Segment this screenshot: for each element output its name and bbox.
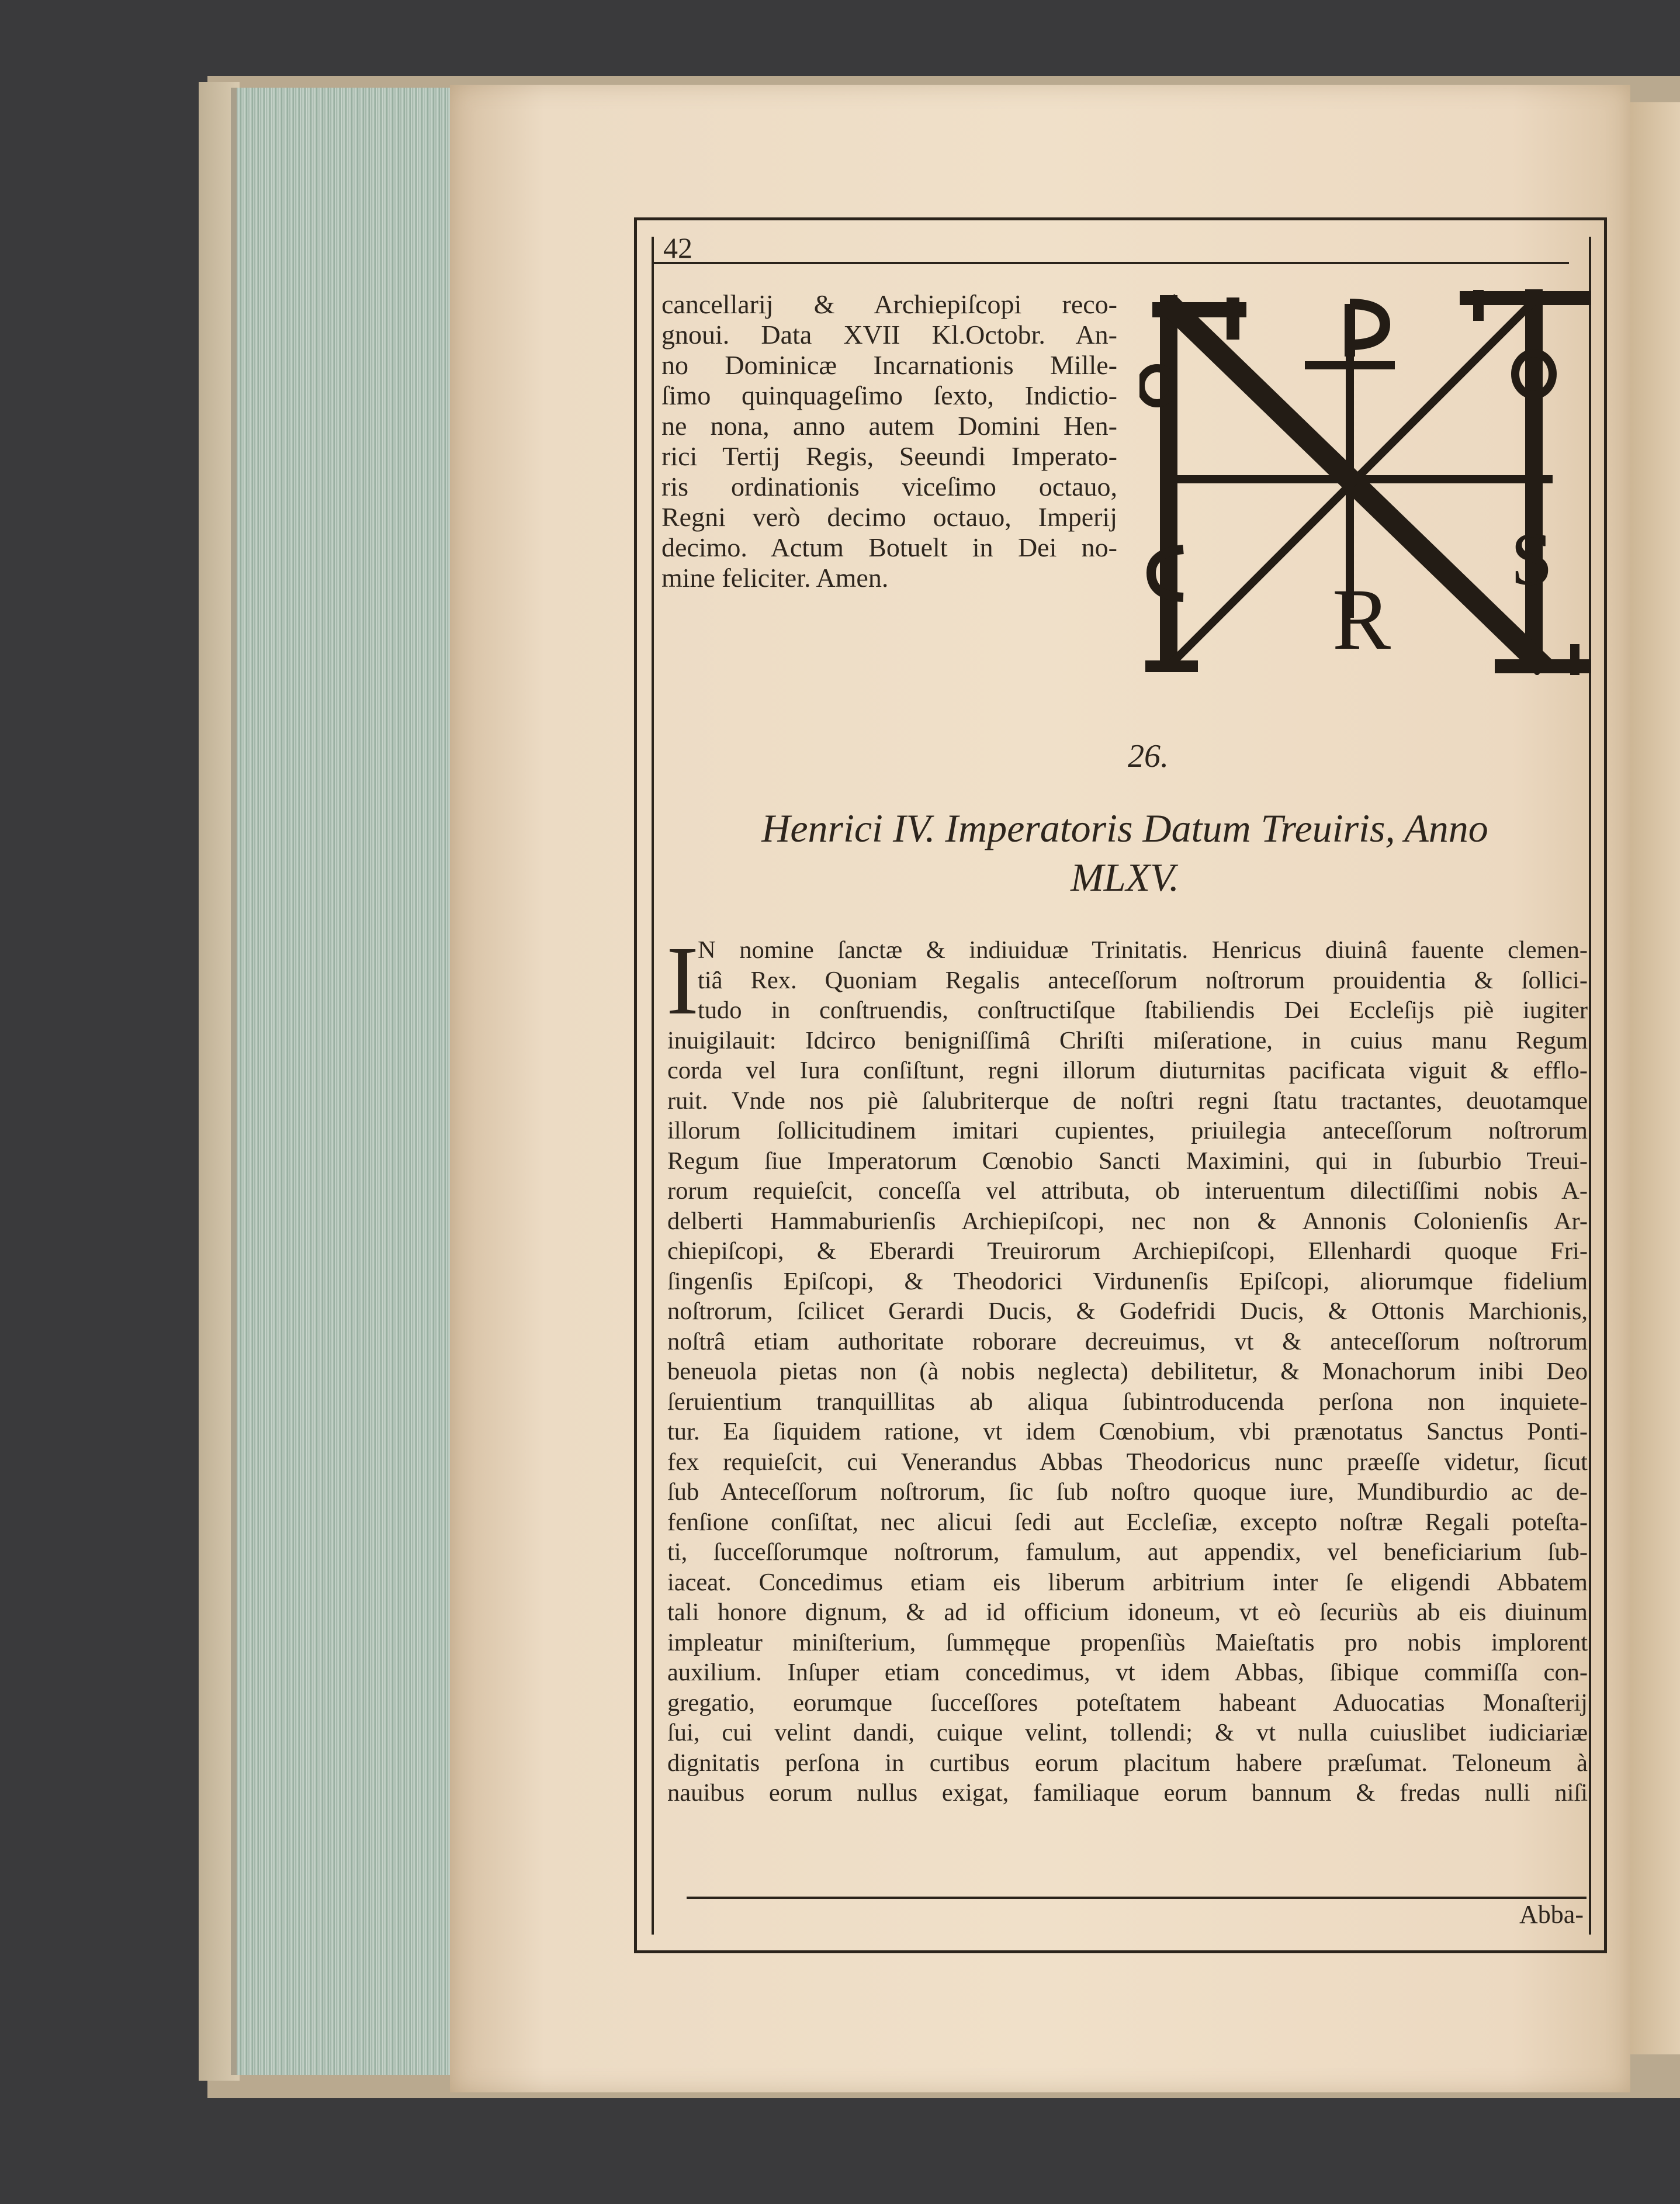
imperial-monogram (1139, 286, 1595, 675)
text-line: gregatio, eorumque ſucceſſores poteſtatem habeant Aduocatias Monaſterij (667, 1689, 1588, 1717)
text-line: dignitatis perſona in curtibus eorum placitum habere præſumat. Teloneum à (667, 1749, 1588, 1777)
monogram-letter-r: R (1332, 571, 1391, 668)
text-line: no Dominicæ Incarnationis Mille- (661, 350, 1117, 380)
text-line: decimo. Actum Botuelt in Dei no- (661, 532, 1117, 562)
document-number: 26. (1128, 738, 1169, 774)
text-line: ſui, cui velint dandi, cuique velint, tollendi; & vt nulla cuiuslibet iudiciariæ (667, 1719, 1588, 1746)
body-text-block (666, 926, 1588, 1808)
text-line: N nomine ſanctæ & indiuiduæ Trinitatis. Henricus diuinâ fauente clemen- (698, 936, 1588, 964)
header-rule (652, 262, 1569, 264)
text-line: cancellarij & Archiepiſcopi reco- (661, 289, 1117, 319)
facing-page-edge (1622, 102, 1680, 2054)
text-line: rici Tertij Regis, Seeundi Imperato- (661, 441, 1117, 471)
page-edges (231, 88, 465, 2075)
text-line: ne nona, anno autem Domini Hen- (661, 411, 1117, 441)
text-line: illorum ſollicitudinem imitari cupientes, priuilegia anteceſſorum noſtrorum (667, 1117, 1588, 1144)
text-line: ſub Anteceſſorum noſtrorum, ſic ſub noſtro quoque iure, Mundiburdio ac de- (667, 1478, 1588, 1506)
text-line: fex requieſcit, cui Venerandus Abbas Theodoricus nunc præeſſe videtur, ſicut (667, 1448, 1588, 1476)
drop-cap: I (666, 926, 699, 1035)
text-line: delberti Hammaburienſis Archiepiſcopi, nec non & Annonis Colonienſis Ar- (667, 1207, 1588, 1235)
text-line: tiâ Rex. Quoniam Regalis anteceſſorum noſtrorum prouidentia & ſollici- (698, 966, 1588, 994)
upper-text-block (661, 289, 1117, 593)
text-line: tali honore dignum, & ad id officium idoneum, vt eò ſecuriùs ab eis diuinum (667, 1598, 1588, 1626)
text-line: beneuola pietas non (à nobis neglecta) debilitetur, & Monachorum inibi Deo (667, 1358, 1588, 1385)
document-heading (666, 804, 1584, 902)
text-line: chiepiſcopi, & Eberardi Treuirorum Archiepiſcopi, Ellenhardi quoque Fri- (667, 1237, 1588, 1265)
text-line: iaceat. Concedimus etiam eis liberum arbitrium inter ſe eligendi Abbatem (667, 1568, 1588, 1596)
monogram-letter-s: S (1511, 517, 1553, 601)
text-line: ſeruientium tranquillitas ab aliqua ſubintroducenda perſona non inquiete- (667, 1388, 1588, 1416)
text-line: ris ordinationis viceſimo octauo, (661, 472, 1117, 501)
text-line: Regum ſiue Imperatorum Cœnobio Sancti Maximini, qui in ſuburbio Treui- (667, 1147, 1588, 1175)
text-line: tudo in conſtruendis, conſtructiſque ſtabiliendis Dei Eccleſijs piè iugiter (698, 997, 1588, 1024)
text-line: ſingenſis Epiſcopi, & Theodorici Virdunenſis Epiſcopi, aliorumque fidelium (667, 1267, 1588, 1295)
monogram-letter-p: P (1335, 298, 1336, 299)
text-line: ſimo quinquageſimo ſexto, Indictio- (661, 380, 1117, 410)
footer-rule (687, 1897, 1587, 1899)
catchword: Abba- (1519, 1900, 1584, 1929)
text-line: ruit. Vnde nos piè ſalubriterque de noſtri regni ſtatu tractantes, deuotamque (667, 1087, 1588, 1115)
page-number: 42 (663, 231, 692, 264)
text-line: noſtrorum, ſcilicet Gerardi Ducis, & Godefridi Ducis, & Ottonis Marchionis, (667, 1298, 1588, 1325)
text-line: Regni verò decimo octauo, Imperij (661, 502, 1117, 532)
text-line: fenſione conſiſtat, nec alicui ſedi aut Eccleſiæ, excepto noſtræ Regali poteſta- (667, 1508, 1588, 1536)
text-line: ti, ſucceſſorumque noſtrorum, famulum, aut appendix, vel beneficiarium ſub- (667, 1538, 1588, 1566)
text-line: noſtrâ etiam authoritate roborare decreuimus, vt & anteceſſorum noſtrorum (667, 1327, 1588, 1355)
text-line: corda vel Iura conſiſtunt, regni illorum diuturnitas pacificata viguit & efflo- (667, 1057, 1588, 1084)
text-line: impleatur miniſterium, ſummęque propenſiùs Maieſtatis pro nobis implorent (667, 1628, 1588, 1656)
text-line: auxilium. Inſuper etiam concedimus, vt idem Abbas, ſibique commiſſa con- (667, 1659, 1588, 1686)
heading-line-2: MLXV. (1071, 855, 1179, 899)
heading-line-1: Henrici IV. Imperatoris Datum Treuiris, Anno (761, 806, 1488, 850)
text-line: rorum requieſcit, conceſſa vel attributa, ob interuentum dilectiſſimi nobis A- (667, 1177, 1588, 1205)
text-line: inuigilauit: Idcirco benigniſſimâ Chriſti miſeratione, in cuius manu Regum (667, 1026, 1588, 1054)
text-line: gnoui. Data XVII Kl.Octobr. An- (661, 320, 1117, 350)
text-line: nauibus eorum nullus exigat, familiaque eorum bannum & fredas nulli niſi (667, 1779, 1588, 1807)
text-line: mine feliciter. Amen. (661, 563, 889, 593)
text-line: tur. Ea ſiquidem ratione, vt idem Cœnobium, vbi prænotatus Sanctus Ponti- (667, 1418, 1588, 1445)
